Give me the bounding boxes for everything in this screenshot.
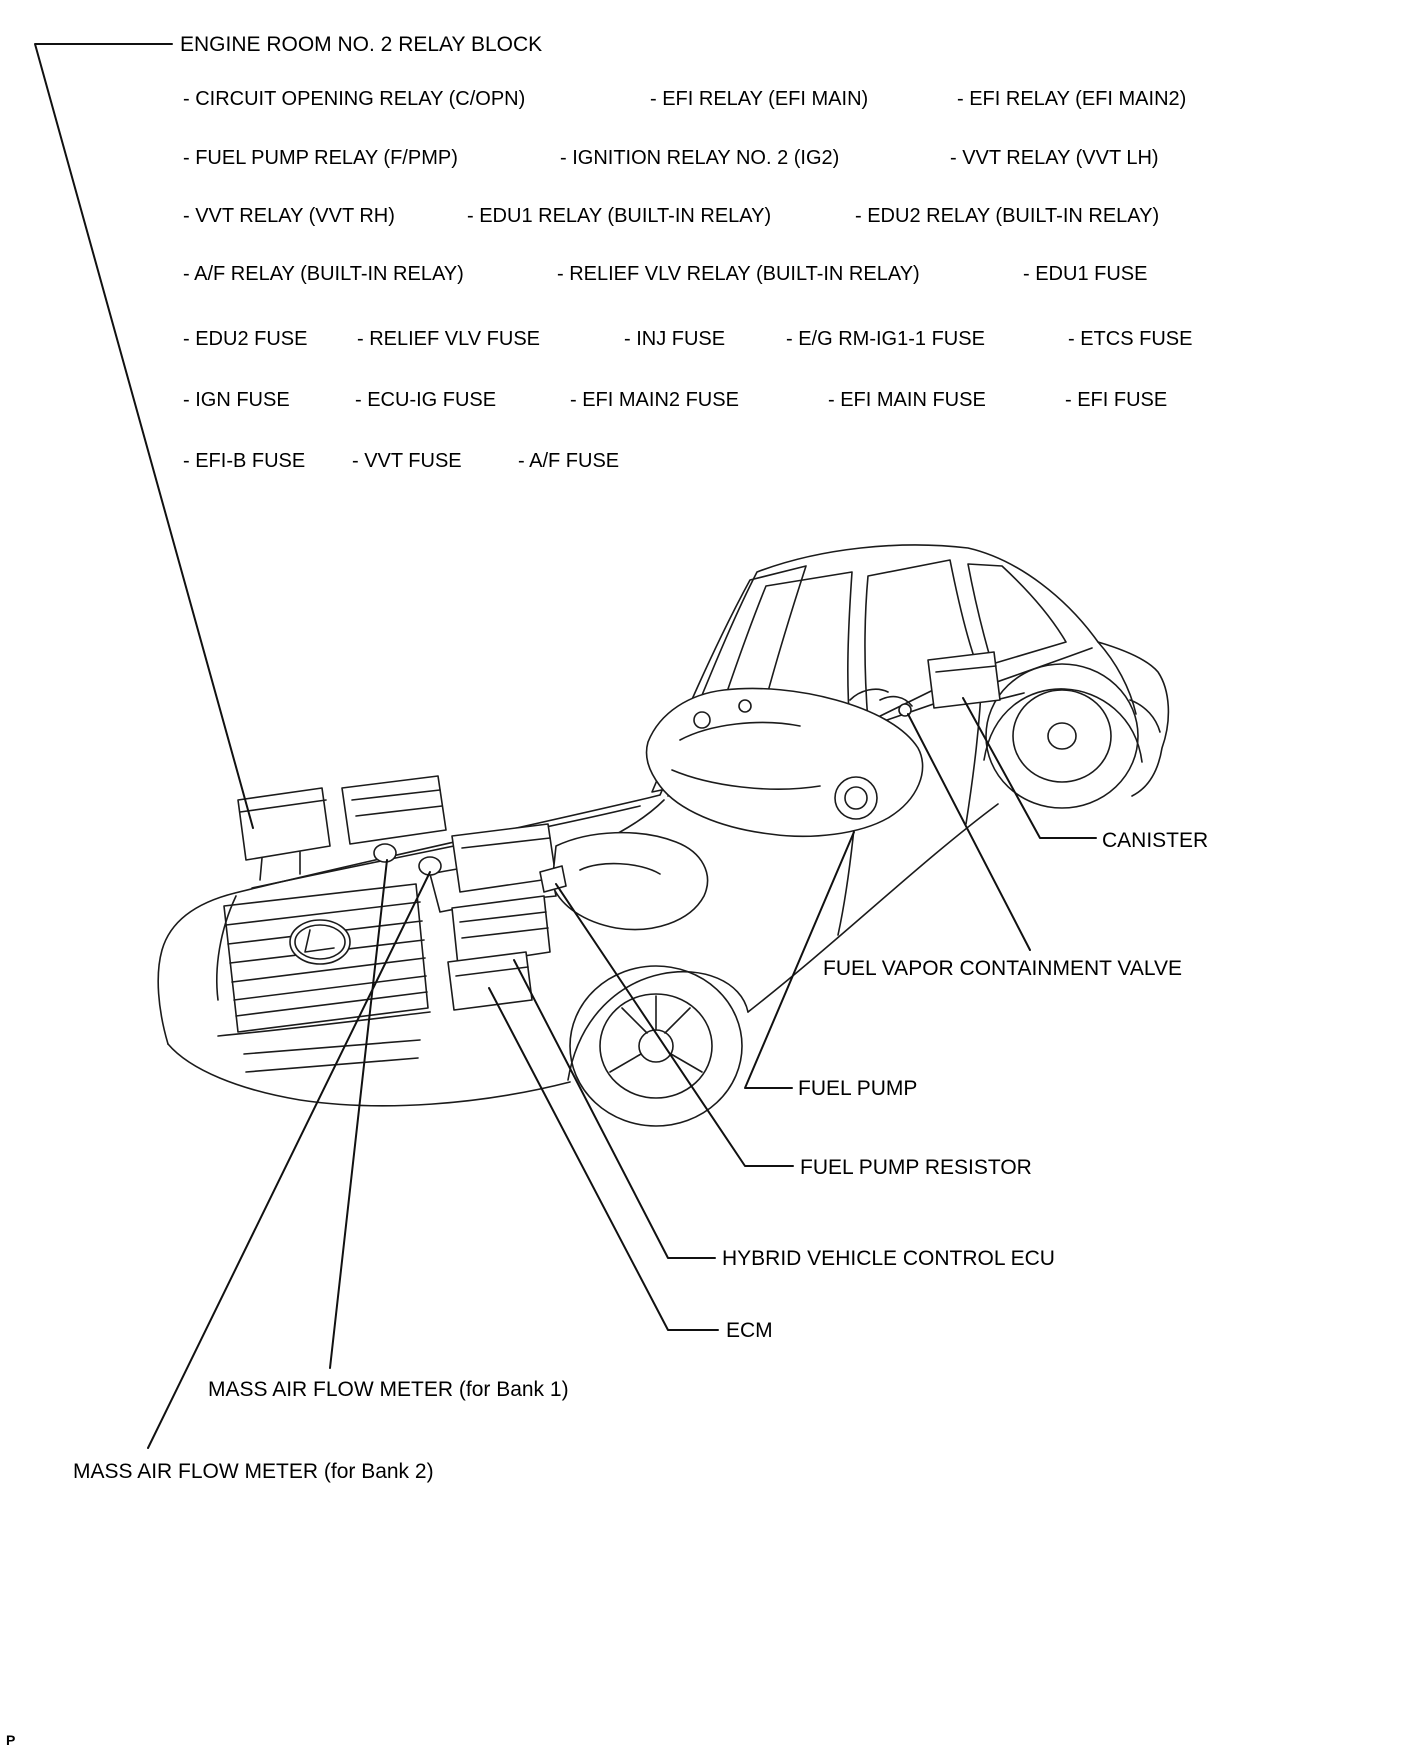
callout-fuel-pump: FUEL PUMP xyxy=(798,1077,918,1100)
relay-item: - EDU2 FUSE xyxy=(183,328,308,350)
relay-item: - RELIEF VLV FUSE xyxy=(357,328,541,350)
relay-item: - E/G RM-IG1-1 FUSE xyxy=(786,328,985,350)
relay-item: - RELIEF VLV RELAY (BUILT-IN RELAY) xyxy=(557,263,920,285)
callout-hybrid-vehicle-control-ecu: HYBRID VEHICLE CONTROL ECU xyxy=(722,1247,1055,1270)
air-cleaner-bank1 xyxy=(452,824,556,892)
relay-item: - EDU1 RELAY (BUILT-IN RELAY) xyxy=(467,205,772,227)
leader-line-maf-bank2 xyxy=(148,872,430,1448)
relay-item: - IGN FUSE xyxy=(183,389,290,411)
callout-maf-bank2: MASS AIR FLOW METER (for Bank 2) xyxy=(73,1460,434,1483)
relay-item: - EFI MAIN FUSE xyxy=(828,389,986,411)
bumper-intake xyxy=(244,1040,420,1072)
air-cleaner-bank2 xyxy=(342,776,446,844)
relay-item: - EDU1 FUSE xyxy=(1023,263,1148,285)
relay-item: - EDU2 RELAY (BUILT-IN RELAY) xyxy=(855,205,1160,227)
page-footer-mark: P xyxy=(6,1732,16,1748)
bumper-top-edge xyxy=(218,1012,430,1036)
fuel-pump-part xyxy=(835,777,877,819)
relay-item: - CIRCUIT OPENING RELAY (C/OPN) xyxy=(183,88,526,110)
relay-item: - ECU-IG FUSE xyxy=(355,389,497,411)
relay-item: - INJ FUSE xyxy=(624,328,726,350)
relay-item: - VVT FUSE xyxy=(352,450,462,472)
relay-item: - ETCS FUSE xyxy=(1068,328,1193,350)
brand-badge xyxy=(290,920,350,964)
relay-item: - VVT RELAY (VVT RH) xyxy=(183,205,395,227)
rear-wheel-arch xyxy=(984,689,1142,762)
front-wheel xyxy=(570,966,742,1126)
callout-fuel-pump-resistor: FUEL PUMP RESISTOR xyxy=(800,1156,1032,1179)
relay-item: - EFI RELAY (EFI MAIN) xyxy=(650,88,869,110)
engine xyxy=(552,833,708,930)
relay-item: - A/F FUSE xyxy=(518,450,620,472)
relay-item: - IGNITION RELAY NO. 2 (IG2) xyxy=(560,147,840,169)
callout-ecm: ECM xyxy=(726,1319,773,1342)
relay-item: - EFI-B FUSE xyxy=(183,450,306,472)
callout-fuel-vapor-containment-valve: FUEL VAPOR CONTAINMENT VALVE xyxy=(823,957,1183,980)
rear-wheel xyxy=(986,664,1138,808)
leader-line-ecm xyxy=(489,988,718,1330)
front-wheel-arch xyxy=(568,972,748,1080)
diagram-title: ENGINE ROOM NO. 2 RELAY BLOCK xyxy=(180,33,543,56)
callout-maf-bank1: MASS AIR FLOW METER (for Bank 1) xyxy=(208,1378,569,1401)
relay-item: - EFI MAIN2 FUSE xyxy=(570,389,739,411)
relay-item: - A/F RELAY (BUILT-IN RELAY) xyxy=(183,263,464,285)
quarter-window xyxy=(968,564,1066,664)
callout-canister: CANISTER xyxy=(1102,829,1209,852)
leader-line-hv-control-ecu xyxy=(514,960,715,1258)
relay-item: - FUEL PUMP RELAY (F/PMP) xyxy=(183,147,458,169)
ecm-part xyxy=(448,952,532,1010)
relay-item: - EFI FUSE xyxy=(1065,389,1168,411)
relay-item: - VVT RELAY (VVT LH) xyxy=(950,147,1159,169)
leader-line-fuel-vapor-containment-valve xyxy=(908,714,1030,950)
front-bumper xyxy=(168,1044,570,1106)
maf-meter-bank1 xyxy=(374,844,396,862)
fuel-tank xyxy=(647,688,923,836)
relay-item: - EFI RELAY (EFI MAIN2) xyxy=(957,88,1187,110)
leader-line-canister xyxy=(963,698,1096,838)
